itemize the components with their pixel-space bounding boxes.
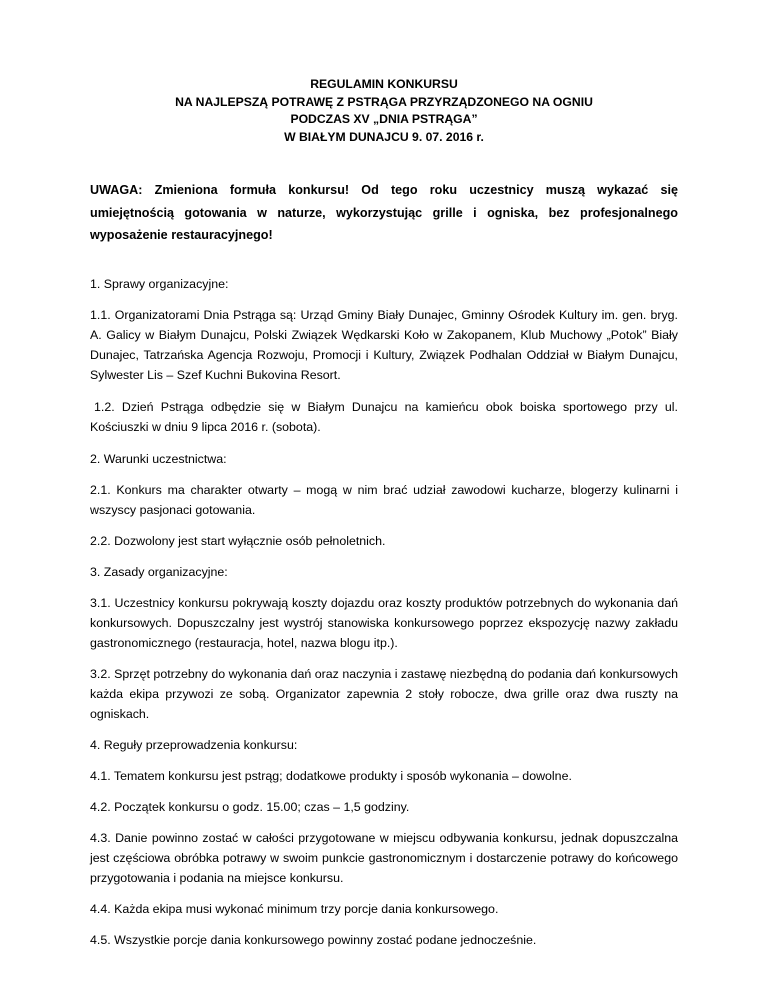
title-line-4: W BIAŁYM DUNAJCU 9. 07. 2016 r. (284, 129, 484, 144)
section-item-3-2: 3.2. Sprzęt potrzebny do wykonania dań oraz naczynia i zastawę niezbędną do podania dań konkursowych każda ekipa przywozi ze sobą. Organizator zapewnia 2 stoły robocze, dwa grille oraz dwa ruszty na ogniskach. (90, 666, 678, 721)
section-heading-4: 4. Reguły przeprowadzenia konkursu: (90, 737, 298, 752)
section-heading-1: 1. Sprawy organizacyjne: (90, 276, 229, 291)
section-item-2-1: 2.1. Konkurs ma charakter otwarty – mogą w nim brać udział zawodowi kucharze, blogerzy kulinarni i wszyscy pasjonaci gotowania. (90, 482, 678, 517)
section-item-2-2: 2.2. Dozwolony jest start wyłącznie osób pełnoletnich. (90, 533, 386, 548)
section-item-4-2: 4.2. Początek konkursu o godz. 15.00; czas – 1,5 godziny. (90, 799, 410, 814)
section-item-1-2: 1.2. Dzień Pstrąga odbędzie się w Białym Dunajcu na kamieńcu obok boiska sportowego przy ul. Kościuszki w dniu 9 lipca 2016 r. (sobota). (90, 399, 678, 434)
section-item-3-1: 3.1. Uczestnicy konkursu pokrywają koszty dojazdu oraz koszty produktów potrzebnych do wykonania dań konkursowych. Dopuszczalny jest wystrój stanowiska konkursowego poprzez ekspozycję nazwy zakładu gastronomicznego (restauracja, hotel, nazwa blogu itp.). (90, 595, 678, 650)
section-heading-3: 3. Zasady organizacyjne: (90, 564, 228, 579)
title-line-1: REGULAMIN KONKURSU (310, 77, 458, 91)
warning-notice: UWAGA: Zmieniona formuła konkursu! Od tego roku uczestnicy muszą wykazać się umiejętnością gotowania w naturze, wykorzystując grille i ogniska, bez profesjonalnego wyposażenie restauracyjnego! (90, 183, 678, 242)
section-item-1-1: 1.1. Organizatorami Dnia Pstrąga są: Urząd Gminy Biały Dunajec, Gminny Ośrodek Kultury im. gen. bryg. A. Galicy w Białym Dunajcu, Polski Związek Wędkarski Koło w Zakopanem, Klub Muchowy „Potok” Biały Dunajec, Tatrzańska Agencja Rozwoju, Promocji i Kultury, Związek Podhalan Oddział w Białym Dunajcu, Sylwester Lis – Szef Kuchni Bukovina Resort. (90, 307, 678, 382)
title-line-2: NA NAJLEPSZĄ POTRAWĘ Z PSTRĄGA PRZYRZĄDZONEGO NA OGNIU (175, 94, 593, 109)
section-item-4-1: 4.1. Tematem konkursu jest pstrąg; dodatkowe produkty i sposób wykonania – dowolne. (90, 768, 572, 783)
section-item-4-4: 4.4. Każda ekipa musi wykonać minimum trzy porcje dania konkursowego. (90, 901, 499, 916)
title-line-3: PODCZAS XV „DNIA PSTRĄGA” (290, 112, 478, 126)
document-page (90, 66, 678, 950)
section-item-4-5: 4.5. Wszystkie porcje dania konkursowego powinny zostać podane jednocześnie. (90, 932, 537, 947)
document-title (90, 76, 678, 146)
section-item-4-3: 4.3. Danie powinno zostać w całości przygotowane w miejscu odbywania konkursu, jednak dopuszczalna jest częściowa obróbka potrawy w swoim punkcie gastronomicznym i dostarczenie potrawy do końcowego przygotowania i podania na miejsce konkursu. (90, 830, 678, 885)
section-heading-2: 2. Warunki uczestnictwa: (90, 451, 227, 466)
